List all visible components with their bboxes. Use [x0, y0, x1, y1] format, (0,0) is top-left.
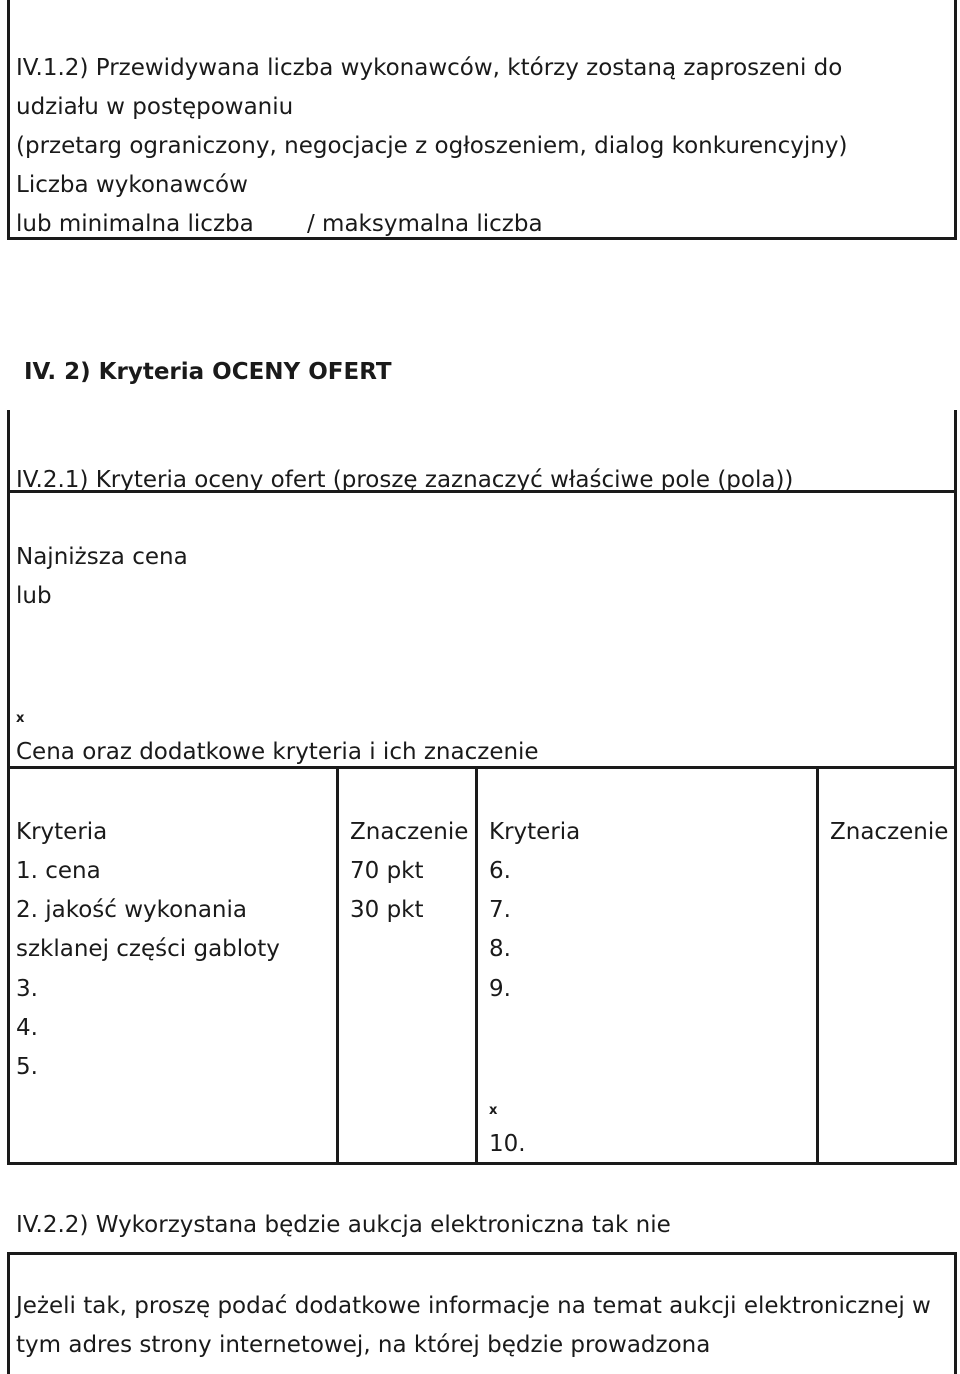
iv12-line-1: IV.1.2) Przewidywana liczba wykonawców, którzy zostaną zaproszeni do [16, 55, 843, 81]
criteria-right-row-1: 6. [489, 858, 511, 884]
weight-left-row-2: 30 pkt [350, 897, 424, 923]
criteria-right-row-10: 10. [489, 1131, 526, 1157]
iv12-max-label: / maksymalna liczba [307, 211, 543, 237]
criteria-header-left: Kryteria [16, 819, 108, 845]
auction-info-line-2: tym adres strony internetowej, na której będzie prowadzona [16, 1332, 711, 1358]
auction-box-right-border [954, 1252, 957, 1374]
auction-box-left-border [7, 1252, 10, 1374]
weight-header-right: Znaczenie [830, 819, 949, 845]
box-iv21-right-border [954, 410, 957, 490]
criteria-left-row-4: 3. [16, 976, 38, 1002]
criteria-table-bottom-rule [7, 1162, 957, 1165]
iv22-title: IV.2.2) Wykorzystana będzie aukcja elektroniczna tak nie [16, 1212, 671, 1238]
option-lowest-price: Najniższa cena [16, 544, 188, 570]
criteria-header-right: Kryteria [489, 819, 581, 845]
criteria-left-row-3: szklanej części gabloty [16, 936, 280, 962]
option-price-plus-criteria: Cena oraz dodatkowe kryteria i ich znaczenie [16, 739, 539, 765]
criteria-table-top-rule [7, 766, 957, 769]
box-iv21-left-border [7, 410, 10, 1165]
section-heading-iv2: IV. 2) Kryteria OCENY OFERT [24, 359, 392, 385]
criteria-left-row-1: 1. cena [16, 858, 101, 884]
weight-left-row-1: 70 pkt [350, 858, 424, 884]
box-top-right-border [954, 0, 957, 240]
auction-info-line-1: Jeżeli tak, proszę podać dodatkowe informacje na temat aukcji elektronicznej w [16, 1293, 931, 1319]
option-or-label: lub [16, 583, 52, 609]
criteria-left-row-6: 5. [16, 1054, 38, 1080]
criteria-right-row-2: 7. [489, 897, 511, 923]
box-top-left-border [7, 0, 10, 240]
criteria-table-divider-2 [475, 766, 478, 1165]
iv12-min-label: lub minimalna liczba [16, 211, 254, 237]
iv22-rule [7, 1252, 957, 1255]
iv12-line-2: udziału w postępowaniu [16, 94, 294, 120]
checked-mark: x [16, 711, 25, 726]
criteria-table-divider-3 [816, 766, 819, 1165]
criteria-table-divider-1 [336, 766, 339, 1165]
criteria-right-row-4: 9. [489, 976, 511, 1002]
criteria-table-right-border [954, 766, 957, 1165]
box-options-right-border [954, 490, 957, 768]
weight-header-left: Znaczenie [350, 819, 469, 845]
criteria-left-row-5: 4. [16, 1015, 38, 1041]
iv21-title: IV.2.1) Kryteria oceny ofert (proszę zaznaczyć właściwe pole (pola)) [16, 467, 794, 493]
criteria-left-row-2: 2. jakość wykonania [16, 897, 247, 923]
criteria-right-row-3: 8. [489, 936, 511, 962]
iv12-line-4: Liczba wykonawców [16, 172, 248, 198]
iv12-line-3: (przetarg ograniczony, negocjacje z ogłoszeniem, dialog konkurencyjny) [16, 133, 848, 159]
criteria-right-mark: x [489, 1103, 498, 1118]
